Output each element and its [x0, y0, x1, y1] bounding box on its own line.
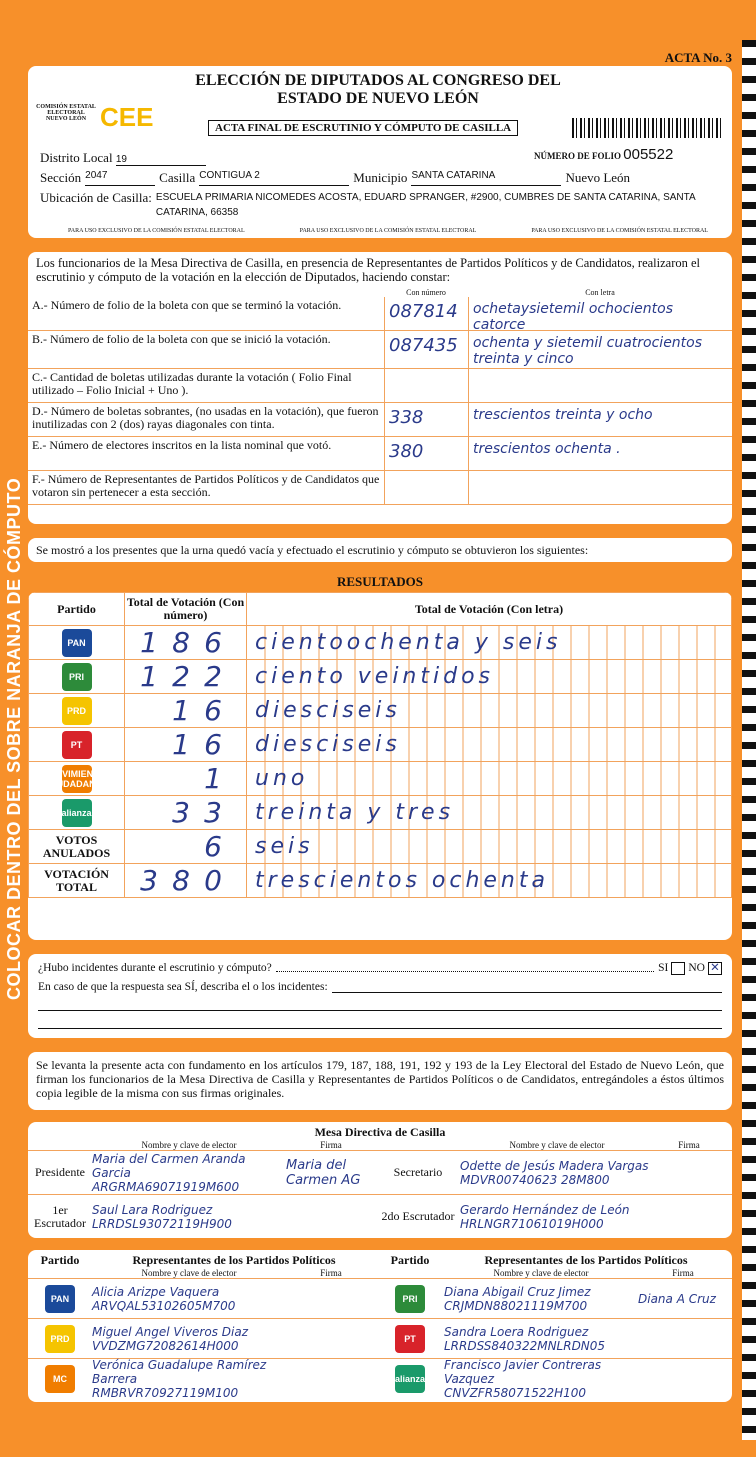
resultado-digit: 1 — [140, 626, 158, 659]
resultado-digit: 8 — [172, 864, 190, 897]
resultado-digit: 1 — [172, 694, 190, 727]
constancia-row — [28, 297, 732, 331]
rep-clave: LRRDSS840322MNLRDN05 — [444, 1338, 606, 1353]
rep-clave: CNVZFR58071522H100 — [444, 1385, 587, 1400]
municipio-label: Municipio — [353, 170, 408, 185]
constancia-letra: trescientos treinta y ocho — [468, 403, 732, 436]
folio-number: 005522 — [623, 146, 674, 163]
resultado-digit: 3 — [140, 864, 158, 897]
mesa-title: Mesa Directiva de Casilla — [314, 1125, 446, 1139]
resultado-letra: cientoochenta y seis — [247, 626, 732, 660]
escrutador2-clave: HRLNGR71061019H000 — [460, 1216, 604, 1231]
casilla-label: Casilla — [159, 170, 196, 185]
party-logo-icon: PRI — [62, 663, 92, 691]
cee-logo: CEE — [100, 102, 154, 132]
seccion-label: Sección — [40, 170, 82, 185]
rep-name: Sandra Loera Rodriguez — [444, 1324, 589, 1339]
presidente-clave: ARGRMA69071919M600 — [92, 1179, 240, 1194]
constancia-label: F.- Número de Representantes de Partidos Políticos y de Candidatos que votaron sin pertenecer a esta sección. — [32, 472, 380, 499]
rep-name: Alicia Arizpe Vaquera — [92, 1284, 220, 1299]
resultados-panel — [28, 592, 732, 940]
resultado-letra: seis — [247, 830, 732, 864]
rep-clave: CRJMDN88021119M700 — [444, 1298, 588, 1313]
resultado-letra: diesciseis — [247, 728, 732, 762]
constancia-label: E.- Número de electores inscritos en la lista nominal que votó. — [32, 438, 332, 452]
distrito-value: 19 — [116, 154, 206, 166]
resultado-letra: diesciseis — [247, 694, 732, 728]
mesa-firma-2: Firma — [678, 1140, 700, 1150]
representante-row — [28, 1278, 732, 1318]
resultado-row — [29, 864, 732, 898]
party-logo-icon: PRD — [45, 1325, 75, 1353]
resultado-letra: treinta y tres — [247, 796, 732, 830]
escrutador1-clave: LRRDSL93072119H900 — [92, 1216, 232, 1231]
side-barcode — [742, 40, 756, 1440]
constancia-row — [28, 403, 732, 437]
escrutador2-label: 2do Escrutador — [381, 1209, 455, 1223]
constancia-numero: 338 — [384, 403, 468, 436]
constancias-panel — [28, 252, 732, 524]
constancia-letra: trescientos ochenta . — [468, 437, 732, 470]
constancia-numero: 087435 — [384, 331, 468, 368]
incidentes-describe: En caso de que la respuesta sea SÍ, describa el o los incidentes: — [38, 981, 328, 993]
uso-exclusivo-3: PARA USO EXCLUSIVO DE LA COMISIÓN ESTATAL ELECTORAL — [531, 228, 708, 234]
rep-name: Diana Abigail Cruz Jimez — [444, 1284, 591, 1299]
si-label: SI — [658, 962, 669, 974]
party-logo-icon: alianza — [62, 799, 92, 827]
party-logo-icon: PRD — [62, 697, 92, 725]
resultados-title: RESULTADOS — [337, 574, 423, 589]
rep-h-2: Representantes de los Partidos Políticos — [484, 1253, 688, 1267]
escrutador1-label: 1er Escrutador — [34, 1202, 86, 1230]
resultado-row — [29, 830, 732, 864]
municipio-value: SANTA CATARINA — [411, 170, 561, 186]
casilla-value: CONTIGUA 2 — [199, 170, 349, 186]
secretario-clave: MDVR00740623 28M800 — [460, 1172, 610, 1187]
no-checkbox-checked[interactable]: ✕ — [708, 962, 722, 975]
constancia-numero — [384, 471, 468, 504]
resultado-digit: 8 — [172, 626, 190, 659]
party-logo-icon: PAN — [45, 1285, 75, 1313]
escrutador1-name: Saul Lara Rodriguez — [92, 1202, 213, 1217]
resultado-digit: 3 — [172, 796, 190, 829]
resultado-digit: 6 — [204, 694, 222, 727]
resultado-row — [29, 796, 732, 830]
resultados-table — [28, 592, 732, 898]
party-logo-icon: PT — [62, 731, 92, 759]
rep-firma-1: Firma — [320, 1268, 342, 1278]
constancia-letra: ochetaysietemil ochocientos catorce — [468, 297, 732, 330]
constancia-letra — [468, 471, 732, 504]
header-panel — [28, 66, 732, 238]
rep-h-partido-2: Partido — [390, 1253, 430, 1267]
resultado-digit: 1 — [204, 762, 222, 795]
uso-exclusivo-2: PARA USO EXCLUSIVO DE LA COMISIÓN ESTATAL ELECTORAL — [299, 228, 477, 234]
secretario-label: Secretario — [393, 1165, 443, 1179]
rep-name: Francisco Javier Contreras Vazquez — [444, 1357, 602, 1386]
mesa-nombre-1: Nombre y clave de elector — [141, 1140, 237, 1150]
incidentes-question: ¿Hubo incidentes durante el escrutinio y cómputo? — [38, 962, 272, 974]
resultado-digit: 2 — [172, 660, 190, 693]
presidente-name: Maria del Carmen Aranda Garcia — [92, 1151, 246, 1180]
rep-name: Verónica Guadalupe Ramírez Barrera — [92, 1357, 267, 1386]
rep-nombre-1: Nombre y clave de elector — [141, 1268, 237, 1278]
mesa-panel — [28, 1122, 732, 1238]
fundamento-text: Se levanta la presente acta con fundamento en los artículos 179, 187, 188, 191, 192 y 193 de la Ley Electoral del Estado de Nuevo León, que firman los funcionarios de la Mesa Directiva de Casilla y Representantes de Partidos Políticos o de Candidatos, entregándoles a éstos últimos copia legible de la misma con sus firmas originales. — [28, 1052, 732, 1110]
ubicacion-value: ESCUELA PRIMARIA NICOMEDES ACOSTA, EDUARD SPRANGER, #2900, CUMBRES DE SANTA CATARINA, SANTA CATARINA, 66358 — [155, 192, 696, 218]
resultado-digit: 6 — [204, 626, 222, 659]
barcode — [572, 118, 722, 138]
resultado-digit: 1 — [140, 660, 158, 693]
secretario-name: Odette de Jesús Madera Vargas — [460, 1158, 649, 1173]
resultado-row — [29, 694, 732, 728]
resultado-digit: 6 — [204, 830, 222, 863]
representante-row — [28, 1358, 732, 1398]
constancia-row — [28, 331, 732, 369]
acta-subtitle: ACTA FINAL DE ESCRUTINIO Y CÓMPUTO DE CASILLA — [208, 120, 518, 136]
incidentes-panel — [28, 954, 732, 1038]
constancia-label: C.- Cantidad de boletas utilizadas durante la votación ( Folio Final utilizado – Folio Inicial + Uno ). — [32, 370, 352, 397]
distrito-label: Distrito Local — [40, 150, 113, 165]
resultado-letra: uno — [247, 762, 732, 796]
rep-clave: RMBRVR70927119M100 — [92, 1385, 239, 1400]
resultado-digit: 2 — [204, 660, 222, 693]
constancia-label: D.- Número de boletas sobrantes, (no usadas en la votación), que fueron inutilizadas con 2 (dos) rayas diagonales con tinta. — [32, 404, 379, 431]
seccion-value: 2047 — [85, 170, 155, 186]
rep-nombre-2: Nombre y clave de elector — [493, 1268, 589, 1278]
col-letra: Con letra — [585, 288, 615, 297]
intro-text: Los funcionarios de la Mesa Directiva de Casilla, en presencia de Representantes de Partidos Políticos y de Candidatos, realizaron el escrutinio y cómputo de la votación en la elección de Diputados, haciendo constar: — [36, 256, 701, 284]
h-num: Total de Votación (Con número) — [125, 593, 247, 626]
resultado-digit: 1 — [172, 728, 190, 761]
resultado-letra: trescientos ochenta — [247, 864, 732, 898]
party-logo-icon: PAN — [62, 629, 92, 657]
representante-row — [28, 1318, 732, 1358]
party-logo-icon: MC — [45, 1365, 75, 1393]
constancia-letra: ochenta y sietemil cuatrocientos treinta y cinco — [468, 331, 732, 368]
resultado-row — [29, 728, 732, 762]
vertical-instruction: COLOCAR DENTRO DEL SOBRE NARANJA DE CÓMPUTO — [4, 477, 24, 1000]
escrutador2-name: Gerardo Hernández de León — [460, 1202, 630, 1217]
presidente-label: Presidente — [35, 1165, 85, 1179]
resultado-label: VOTACIÓN TOTAL — [44, 866, 109, 894]
mesa-nombre-2: Nombre y clave de elector — [509, 1140, 605, 1150]
urna-text: Se mostró a los presentes que la urna quedó vacía y efectuado el escrutinio y cómputo se obtuvieron los siguientes: — [28, 538, 732, 562]
uso-exclusivo-1: PARA USO EXCLUSIVO DE LA COMISIÓN ESTATAL ELECTORAL — [68, 228, 245, 234]
org-name: COMISIÓN ESTATAL ELECTORAL NUEVO LEÓN — [36, 104, 96, 122]
folio-label: NÚMERO DE FOLIO — [534, 151, 622, 161]
estado: Nuevo León — [565, 170, 631, 185]
rep-firma-2: Firma — [672, 1268, 694, 1278]
resultado-digit: 3 — [204, 796, 222, 829]
constancia-numero — [384, 369, 468, 402]
col-numero: Con número — [406, 288, 446, 297]
constancia-letra — [468, 369, 732, 402]
rep-clave: ARVQAL53102605M700 — [92, 1298, 236, 1313]
rep-h-1: Representantes de los Partidos Políticos — [132, 1253, 336, 1267]
title-line2: ESTADO DE NUEVO LEÓN — [277, 90, 479, 107]
constancia-label: A.- Número de folio de la boleta con que se terminó la votación. — [32, 298, 342, 312]
constancia-row — [28, 471, 732, 505]
rep-firma: Diana A Cruz — [638, 1291, 716, 1306]
h-partido: Partido — [29, 593, 125, 626]
party-logo-icon: PT — [395, 1325, 425, 1353]
constancia-row — [28, 369, 732, 403]
mesa-firma-1: Firma — [320, 1140, 342, 1150]
rep-name: Miguel Angel Viveros Diaz — [92, 1324, 248, 1339]
rep-clave: VVDZMG72082614H000 — [92, 1338, 239, 1353]
resultado-label: VOTOS ANULADOS — [42, 832, 111, 860]
resultado-letra: ciento veintidos — [247, 660, 732, 694]
resultado-row — [29, 626, 732, 660]
resultado-digit: 6 — [204, 728, 222, 761]
party-logo-icon: PRI — [395, 1285, 425, 1313]
constancia-label: B.- Número de folio de la boleta con que se inició la votación. — [32, 332, 331, 346]
presidente-firma: Maria del Carmen AG — [286, 1157, 361, 1188]
party-logo-icon: alianza — [395, 1365, 425, 1393]
resultado-row — [29, 762, 732, 796]
acta-number: ACTA No. 3 — [664, 50, 732, 65]
title-line1: ELECCIÓN DE DIPUTADOS AL CONGRESO DEL — [195, 72, 561, 89]
representantes-panel — [28, 1250, 732, 1402]
h-letra: Total de Votación (Con letra) — [247, 593, 732, 626]
constancia-numero: 380 — [384, 437, 468, 470]
party-logo-icon: MOVIMIENTO CIUDADANO — [62, 765, 92, 793]
constancia-row — [28, 437, 732, 471]
rep-h-partido-1: Partido — [40, 1253, 80, 1267]
si-checkbox[interactable] — [671, 962, 685, 975]
ubicacion-label: Ubicación de Casilla: — [40, 190, 152, 205]
resultado-row — [29, 660, 732, 694]
resultado-digit: 0 — [204, 864, 222, 897]
no-label: NO — [688, 962, 705, 974]
constancia-numero: 087814 — [384, 297, 468, 330]
